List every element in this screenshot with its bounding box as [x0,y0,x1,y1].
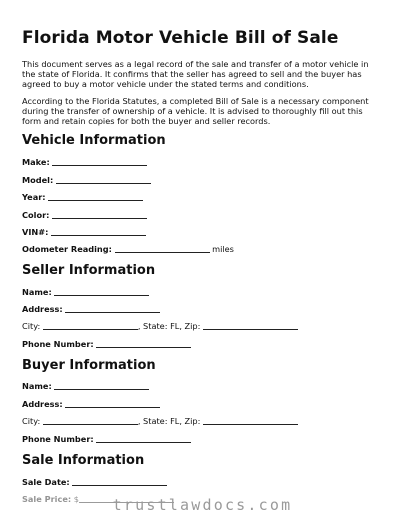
seller-city-label: City: [22,321,41,331]
vin-field[interactable] [51,227,146,236]
buyer-address-row [22,399,160,409]
buyer-address-label: Address: [22,399,63,409]
seller-phone-field[interactable] [96,339,191,348]
seller-name-row [22,287,149,297]
intro-paragraph-1: This document serves as a legal record of the sale and transfer of a motor vehicle in the state of Florida. It confirms that the seller has agreed to sell and the buyer has agreed to buy a motor vehicle under the stated terms and conditions. [22,59,369,89]
seller-city-row [22,321,298,331]
seller-phone-label: Phone Number: [22,339,94,349]
miles-unit: miles [212,244,234,254]
color-field[interactable] [52,210,147,219]
buyer-name-row [22,381,149,391]
document-title: Florida Motor Vehicle Bill of Sale [22,28,339,48]
seller-zip-field[interactable] [203,321,298,330]
intro-paragraph-2: According to the Florida Statutes, a completed Bill of Sale is a necessary component during the transfer of ownership of a vehicle. It is advised to thoroughly fill out this form and retain copies for both the buyer and seller records. [22,96,369,126]
buyer-phone-field[interactable] [96,434,191,443]
buyer-city-row [22,416,298,426]
vin-row [22,227,146,237]
model-row [22,175,151,185]
seller-section-heading: Seller Information [22,263,156,278]
sale-date-field[interactable] [72,477,167,486]
buyer-state-label: , State: FL, Zip: [137,416,201,426]
seller-name-field[interactable] [54,287,149,296]
color-label: Color: [22,210,50,220]
buyer-name-label: Name: [22,381,52,391]
buyer-address-field[interactable] [65,399,160,408]
seller-phone-row [22,339,191,349]
seller-address-label: Address: [22,304,63,314]
buyer-phone-row [22,434,191,444]
vin-label: VIN#: [22,227,49,237]
seller-state-label: , State: FL, Zip: [137,321,201,331]
buyer-section-heading: Buyer Information [22,358,156,373]
year-row [22,192,143,202]
odometer-row [22,244,234,254]
vehicle-section-heading: Vehicle Information [22,133,166,148]
year-field[interactable] [48,192,143,201]
year-label: Year: [22,192,46,202]
model-field[interactable] [56,175,151,184]
make-row [22,157,147,167]
sale-date-label: Sale Date: [22,477,70,487]
sale-section-heading: Sale Information [22,453,145,468]
seller-city-field[interactable] [43,321,138,330]
sale-date-row [22,477,167,487]
make-label: Make: [22,157,50,167]
seller-address-field[interactable] [65,304,160,313]
seller-address-row [22,304,160,314]
buyer-zip-field[interactable] [203,416,298,425]
seller-name-label: Name: [22,287,52,297]
odometer-label: Odometer Reading: [22,244,112,254]
watermark-logo: trustlawdocs.com [0,496,405,514]
make-field[interactable] [52,157,147,166]
buyer-phone-label: Phone Number: [22,434,94,444]
odometer-field[interactable] [115,244,210,253]
buyer-city-label: City: [22,416,41,426]
buyer-city-field[interactable] [43,416,138,425]
color-row [22,210,147,220]
buyer-name-field[interactable] [54,381,149,390]
model-label: Model: [22,175,54,185]
